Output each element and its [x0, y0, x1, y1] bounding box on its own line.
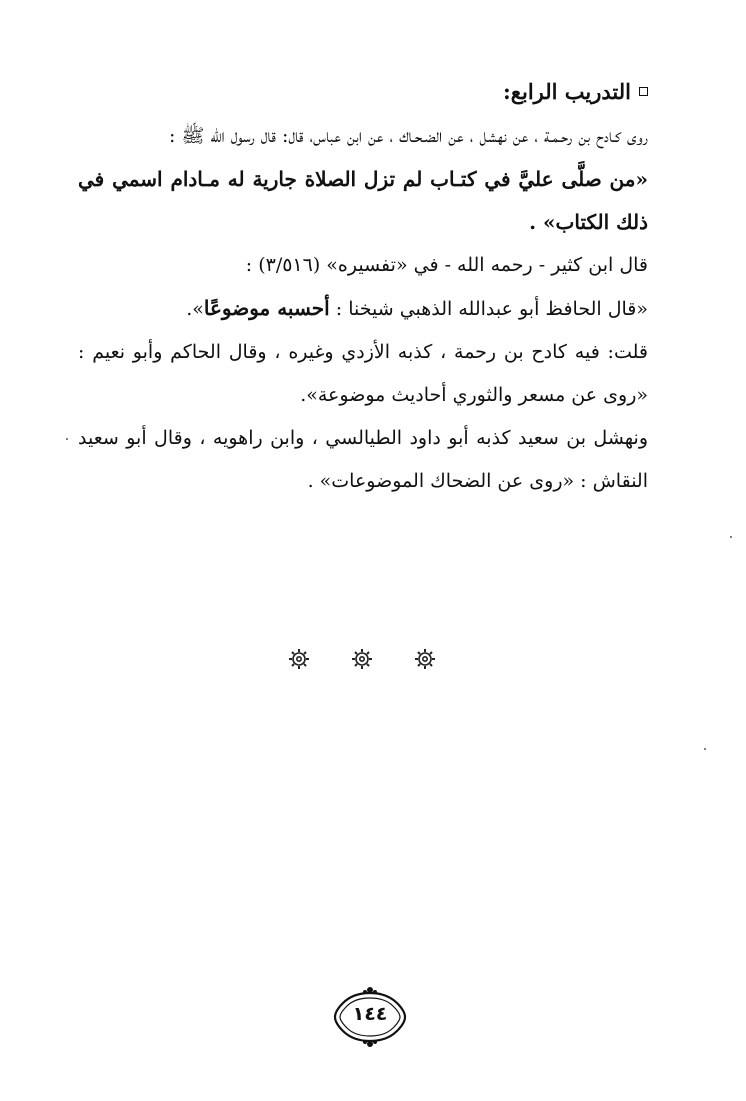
page-number-badge — [327, 985, 413, 1049]
paragraph-narration: روى كـادح بن رحـمـة ، عن نهشل ، عن الضـحـاك ، عن ابن عباس، قال: قال رسول الله ﷺ : — [169, 125, 648, 147]
paragraph-kadih-critique: قلت: فيه كادح بن رحمة ، كذبه الأزدي وغيره ، وقال الحاكم وأبو نعيم : «روى عن مسعر والثوري أحاديث موضوعة». — [78, 341, 648, 406]
paragraph-nahshal-critique: ونهشل بن سعيد كذبه أبو داود الطيالسي ، وابن راهويه ، وقال أبو سعيد النقاش : «روى عن الضحاك الموضوعات» . — [78, 427, 648, 492]
section-separator — [0, 647, 746, 675]
scan-speck — [704, 748, 706, 750]
page-number: ١٤٤ — [352, 1003, 388, 1025]
square-bullet-icon — [639, 87, 648, 96]
scan-speck — [66, 438, 68, 440]
scan-speck — [730, 536, 732, 538]
dhahabi-verdict: أحسبه موضوعًا — [203, 296, 330, 320]
paragraph-hadith-text: «من صلَّى عليَّ في كتـاب لم تزل الصلاة جارية له مـادام اسمي في ذلك الكتاب» . — [78, 167, 648, 234]
paragraph-dhahabi-quote — [78, 287, 648, 331]
paragraph-ibn-kathir: قال ابن كثير - رحمه الله - في «تفسيره» (٣/٥١٦) : — [245, 254, 648, 276]
page-body — [78, 70, 648, 503]
section-heading — [78, 70, 648, 113]
dhahabi-quote-start: «قال الحافظ أبو عبدالله الذهبي شيخنا : — [329, 298, 648, 320]
ornament-star-icon — [413, 647, 437, 671]
ornament-star-icon — [287, 647, 311, 671]
ornament-star-icon — [350, 647, 374, 671]
section-heading-text: التدريب الرابع: — [503, 79, 631, 104]
dhahabi-quote-end: ». — [186, 298, 204, 320]
